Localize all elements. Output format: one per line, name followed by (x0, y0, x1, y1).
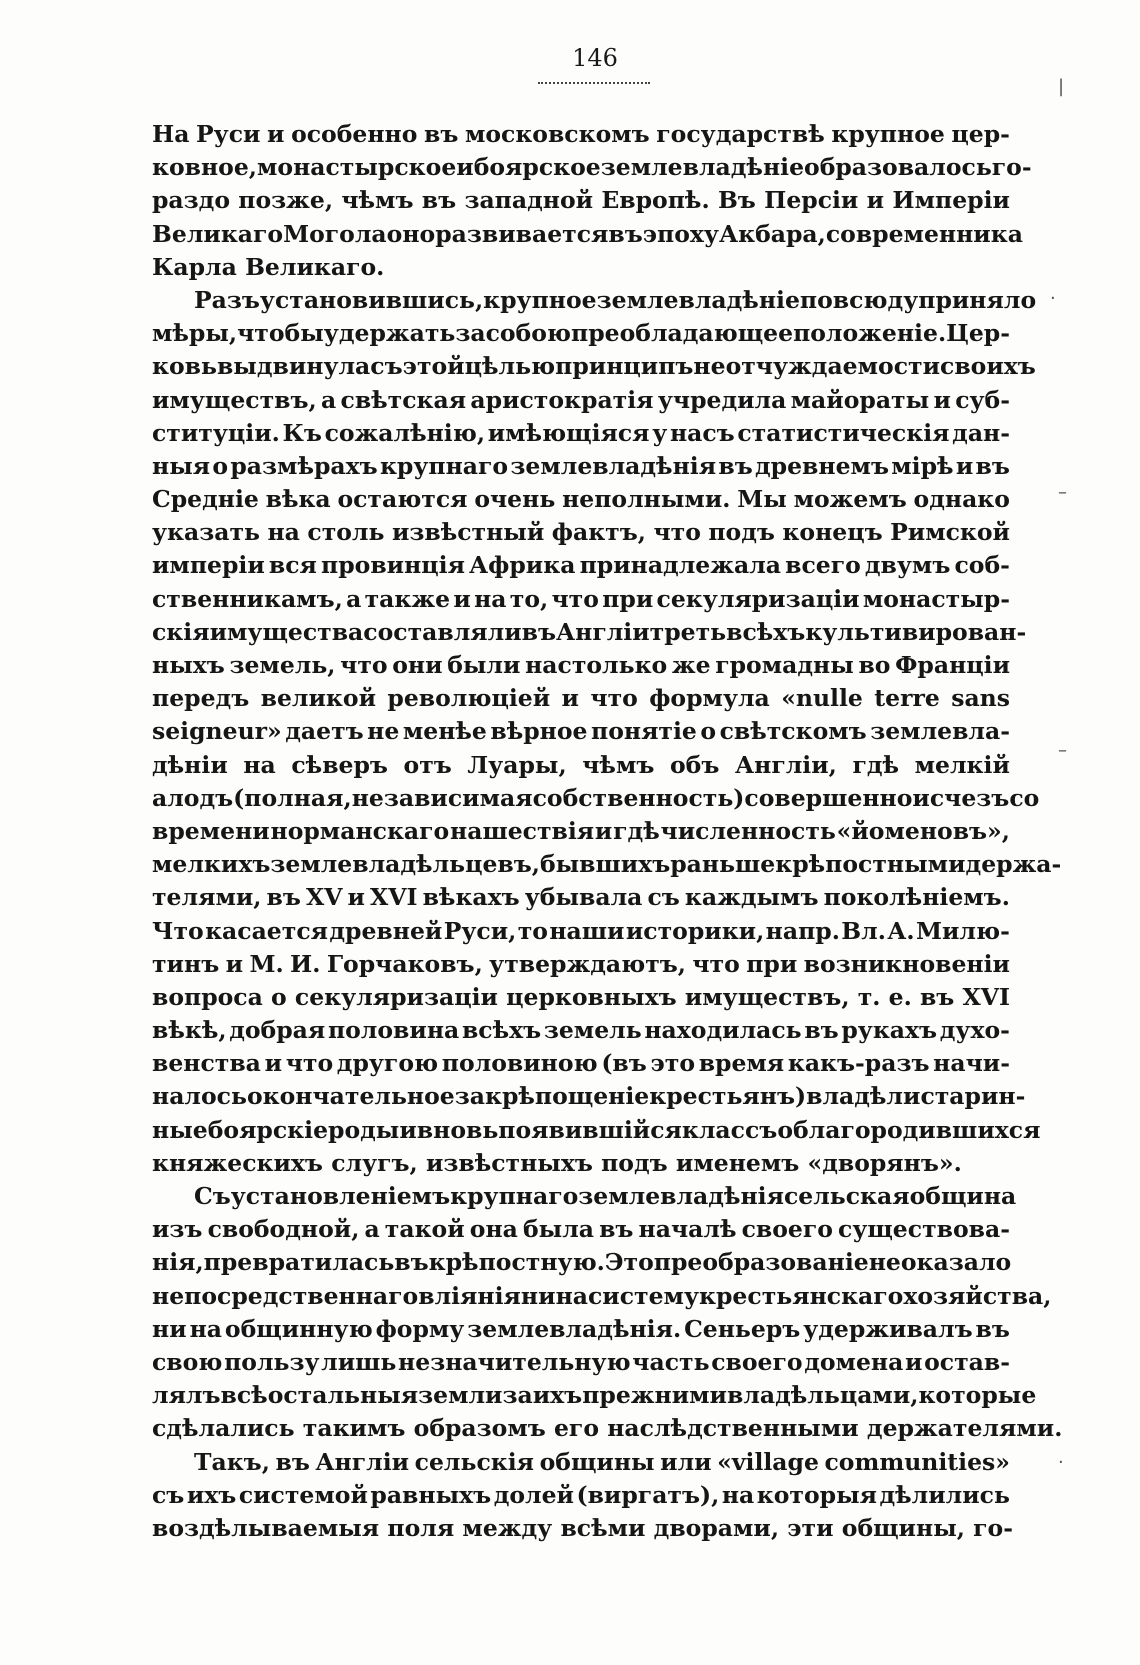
text-line: На Руси и особенно въ московскомъ государствѣ крупное цер- (152, 120, 1010, 148)
text-line: мелкихъ землевладѣльцевъ, бывшихъ раньше крѣпостными держа- (152, 850, 1062, 879)
paragraph (152, 284, 1062, 1180)
text-line: сдѣлались такимъ образомъ его наслѣдственными держателями. (152, 1414, 1063, 1443)
text-line: раздо позже, чѣмъ въ западной Европѣ. Въ Персіи и Имперіи (152, 186, 1010, 215)
body-text (152, 118, 1063, 1545)
margin-mark: · (1058, 1452, 1064, 1473)
paragraph (152, 118, 1032, 284)
margin-mark: – (1058, 482, 1067, 503)
margin-mark: · (1050, 288, 1056, 309)
text-line: Что касается древней Руси, то наши историки, напр. Вл. А. Милю- (152, 916, 1010, 945)
text-line: ныхъ земель, что они были настолько же громадны во Франціи (152, 651, 1010, 679)
text-line: Средніе вѣка остаются очень неполными. Мы можемъ однако (152, 485, 1010, 514)
page-number: 146 (572, 44, 618, 72)
text-line: указать на столь извѣстный фактъ, что подъ конецъ Римской (152, 518, 1010, 547)
text-line: времени норманскаго нашествія и гдѣ численность «йоменовъ», (152, 816, 1010, 845)
page-number-rule (538, 82, 650, 84)
text-line: алодъ (полная, независимая собственность) совершенно исчезъ со (152, 783, 1040, 812)
text-line: воздѣлываемыя поля между всѣми дворами, эти общины, го- (152, 1513, 1013, 1542)
text-line: ковь выдвинула съ этой цѣлью принципъ неотчуждаемости своихъ (152, 352, 1036, 381)
text-line: нія, превратилась въ крѣпостную. Это преобразованіе не оказало (152, 1248, 1012, 1277)
text-line: ни на общинную форму землевладѣнія. Сеньеръ удерживалъ въ (152, 1314, 1010, 1343)
text-line: передъ великой революціей и что формула «nulle terre sans (152, 684, 1010, 713)
text-line: ституціи. Къ сожалѣнію, имѣющіяся у насъ статистическія дан- (152, 418, 1010, 447)
text-line: ственникамъ, а также и на то, что при секуляризаціи монастыр- (152, 584, 1010, 613)
text-line: seigneur» даетъ не менѣе вѣрное понятіе о свѣтскомъ землевла- (152, 717, 1010, 746)
text-line: мѣры, чтобы удержать за собою преобладающее положеніе. Цер- (152, 319, 1010, 348)
paragraph (152, 1180, 1063, 1446)
text-line: имуществъ, а свѣтская аристократія учредила майораты и суб- (152, 385, 1010, 414)
text-line: налось окончательное закрѣпощеніе крестьянъ) владѣли старин- (152, 1082, 1026, 1111)
text-line: ныя о размѣрахъ крупнаго землевладѣнія въ древнемъ мірѣ и въ (152, 451, 1010, 480)
text-line: лялъ всѣ остальныя земли за ихъ прежними владѣльцами, которые (152, 1381, 1037, 1410)
text-line: непосредственнаго вліянія ни на систему крестьянскаго хозяйства, (152, 1281, 1052, 1310)
text-line: княжескихъ слугъ, извѣстныхъ подъ именемъ «дворянъ». (152, 1148, 962, 1177)
text-line: изъ свободной, а такой она была въ началѣ своего существова- (152, 1215, 1010, 1244)
text-line: вѣкѣ, добрая половина всѣхъ земель находилась въ рукахъ духо- (152, 1016, 1010, 1045)
margin-mark: – (1058, 740, 1067, 761)
text-line: Разъ установившись, крупное землевладѣніе повсюду приняло (194, 285, 1037, 314)
paragraph (152, 1446, 1013, 1546)
text-line: дѣніи на сѣверъ отъ Луары, чѣмъ объ Англіи, гдѣ мелкій (152, 750, 1010, 779)
text-line: вопроса о секуляризаціи церковныхъ имуществъ, т. е. въ XVI (152, 982, 1010, 1011)
text-line: телями, въ XV и XVI вѣкахъ убывала съ каждымъ поколѣніемъ. (152, 883, 1010, 912)
text-line: венства и что другою половиною (въ это время какъ-разъ начи- (152, 1049, 1010, 1078)
margin-mark: | (1058, 76, 1065, 97)
text-line: съ ихъ системой равныхъ долей (виргатъ), на которыя дѣлились (152, 1480, 1010, 1509)
text-line: тинъ и М. И. Горчаковъ, утверждаютъ, что при возникновеніи (152, 949, 1010, 978)
text-line: Великаго Могола оно развивается въ эпоху Акбара, современника (152, 219, 1023, 248)
text-line: Съ установленіемъ крупнаго землевладѣнія сельская община (194, 1182, 1017, 1210)
text-line: ковное, монастырское и боярское землевладѣніе образовалось го- (152, 153, 1032, 182)
text-line: Карла Великаго. (152, 252, 385, 281)
text-line: ные боярскіе роды и вновь появившійся классъ облагородившихся (152, 1115, 1041, 1144)
text-line: свою пользу лишь незначительную часть своего домена и остав- (152, 1347, 1010, 1376)
text-line: имперіи вся провинція Африка принадлежала всего двумъ соб- (152, 551, 1010, 580)
text-line: скія имущества составляли въ Англіи треть всѣхъ культивирован- (152, 617, 1027, 646)
text-line: Такъ, въ Англіи сельскія общины или «village communities» (194, 1447, 1010, 1476)
